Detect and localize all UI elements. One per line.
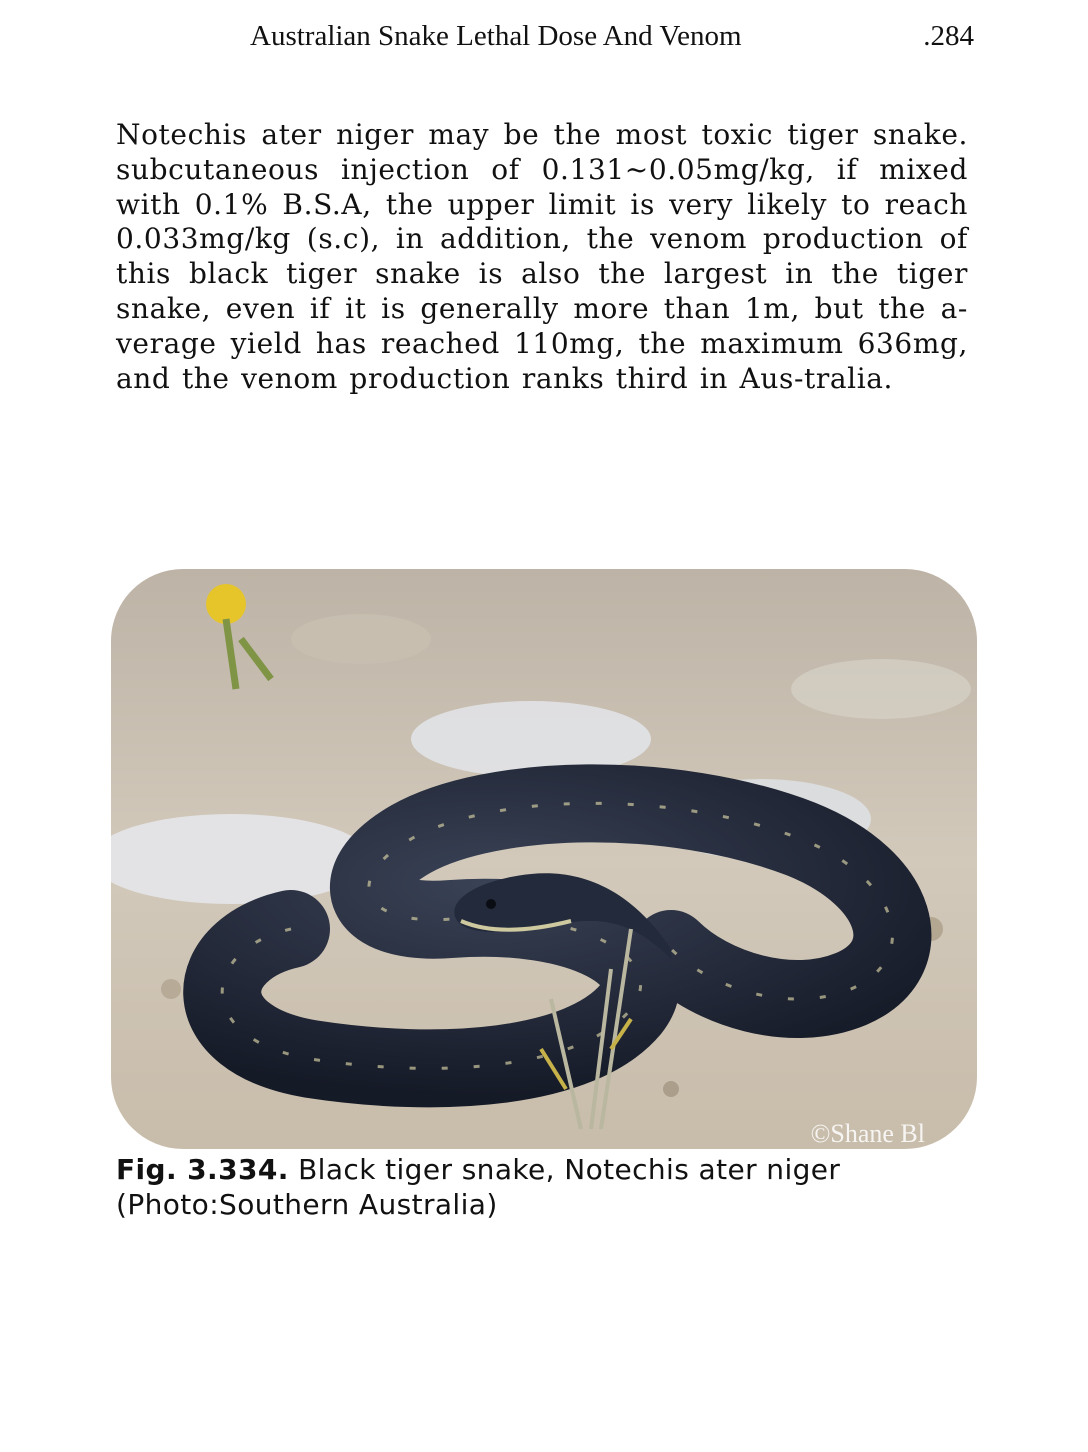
snake-photo-illustration <box>111 569 977 1149</box>
snake-photo <box>111 569 977 1149</box>
page-number: .284 <box>923 20 974 52</box>
body-paragraph: Notechis ater niger may be the most toxic tiger snake. subcutaneous injection of 0.131~0.05mg/kg, if mixed with 0.1% B.S.A, the upper limit is very likely to reach 0.033mg/kg (s.c), in addition, the venom production of this black tiger snake is also the largest in the tiger snake, even if it is generally more than 1m, but the a-verage yield has reached 110mg, the maximum 636mg, and the venom production ranks third in Aus-tralia. <box>116 118 968 395</box>
caption-text: Black tiger snake, Notechis ater niger <box>288 1153 841 1186</box>
figure-label: Fig. 3.334. <box>116 1153 289 1186</box>
caption-line-2: (Photo:Southern Australia) <box>116 1188 498 1221</box>
page-header <box>250 20 974 60</box>
figure-caption <box>116 1152 976 1222</box>
running-title: Australian Snake Lethal Dose And Venom <box>250 20 742 52</box>
photo-credit: ©Shane Bl <box>810 1119 925 1148</box>
